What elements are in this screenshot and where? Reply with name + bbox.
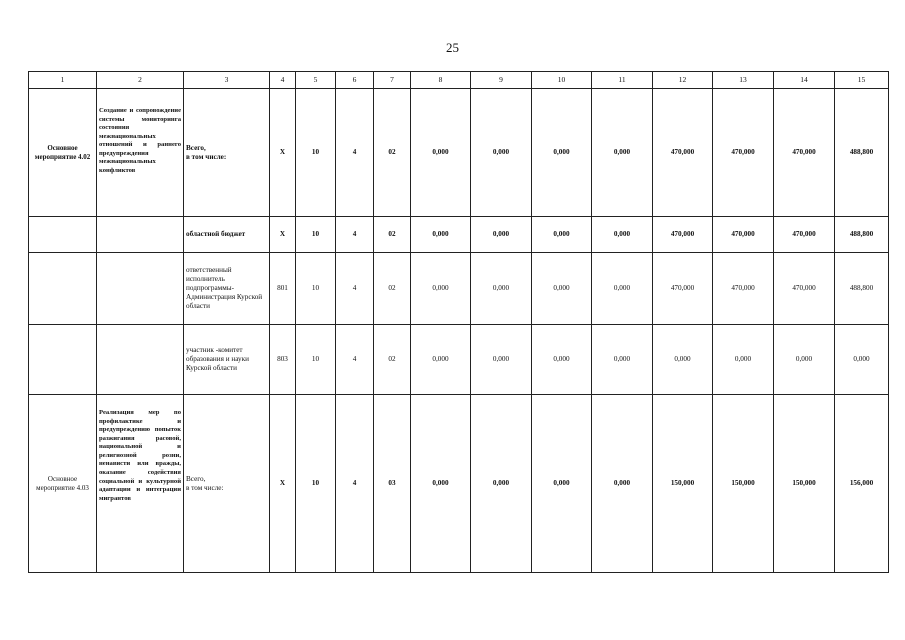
funding-source: областной бюджет [184,217,270,253]
cell-value: 470,000 [653,217,713,253]
cell-value: 03 [374,395,411,573]
cell-value: 02 [374,217,411,253]
cell-value: 470,000 [653,253,713,325]
cell-value: 0,000 [835,325,889,395]
cell-value: 0,000 [532,89,592,217]
cell-value: 0,000 [411,253,471,325]
cell-value: 02 [374,253,411,325]
cell-value: 150,000 [713,395,774,573]
activity-description: Реализация мер по профилактике и предупреждению попыток разжигания расовой, национальной и религиозной розни, ненависти или вражды, оказание содействия социальной и культурной адаптации и интеграции мигрантов [97,395,184,573]
col-header: 11 [592,72,653,89]
activity-description [97,253,184,325]
activity-description [97,217,184,253]
table-row [29,89,889,217]
cell-value: 470,000 [774,253,835,325]
col-header: 14 [774,72,835,89]
activity-description [97,325,184,395]
cell-value: 150,000 [653,395,713,573]
cell-value: 4 [336,89,374,217]
cell-value: 02 [374,325,411,395]
funding-source: Всего, в том числе: [184,395,270,573]
table-row [29,217,889,253]
col-header: 6 [336,72,374,89]
col-header: 4 [270,72,296,89]
col-header: 10 [532,72,592,89]
cell-value: 150,000 [774,395,835,573]
cell-value: 470,000 [713,217,774,253]
cell-value: 10 [296,217,336,253]
cell-value: 0,000 [532,253,592,325]
table-row [29,253,889,325]
cell-value: 4 [336,253,374,325]
header-row [29,72,889,89]
cell-value: 10 [296,89,336,217]
cell-value: 4 [336,325,374,395]
cell-value: 0,000 [411,89,471,217]
activity-name [29,253,97,325]
cell-value: 470,000 [653,89,713,217]
cell-value: 4 [336,217,374,253]
col-header: 1 [29,72,97,89]
cell-value: 488,800 [835,253,889,325]
funding-source: Всего, в том числе: [184,89,270,217]
col-header: 9 [471,72,532,89]
cell-value: 0,000 [411,325,471,395]
cell-value: 10 [296,253,336,325]
col-header: 8 [411,72,471,89]
cell-value: 470,000 [774,217,835,253]
activity-name [29,217,97,253]
cell-value: 0,000 [592,395,653,573]
cell-value: 0,000 [592,89,653,217]
activity-name: Основное мероприятие 4.03 [29,395,97,573]
cell-value: X [270,217,296,253]
cell-value: 488,800 [835,89,889,217]
cell-value: 10 [296,395,336,573]
funding-source: ответственный исполнитель подпрограммы-Администрация Курской области [184,253,270,325]
activity-name [29,325,97,395]
cell-value: 470,000 [774,89,835,217]
cell-value: 10 [296,325,336,395]
cell-value: 0,000 [592,253,653,325]
col-header: 7 [374,72,411,89]
cell-value: 0,000 [774,325,835,395]
col-header: 5 [296,72,336,89]
col-header: 2 [97,72,184,89]
cell-value: X [270,395,296,573]
cell-value: 0,000 [592,325,653,395]
cell-value: 0,000 [471,253,532,325]
cell-value: 0,000 [532,395,592,573]
page-number: 25 [446,40,459,55]
cell-value: 0,000 [532,217,592,253]
cell-value: 470,000 [713,253,774,325]
col-header: 12 [653,72,713,89]
cell-value: 0,000 [471,217,532,253]
table-row [29,395,889,573]
cell-value: 4 [336,395,374,573]
cell-value: 488,800 [835,217,889,253]
activity-name: Основное мероприятие 4.02 [29,89,97,217]
col-header: 15 [835,72,889,89]
cell-value: 02 [374,89,411,217]
cell-value: 0,000 [411,395,471,573]
cell-value: 803 [270,325,296,395]
cell-value: 0,000 [532,325,592,395]
col-header: 13 [713,72,774,89]
funding-source: участник -комитет образования и науки Курской области [184,325,270,395]
activity-description: Создание и сопровождение системы мониторинга состояния межнациональных отношений и раннего предупреждения межнациональных конфликтов [97,89,184,217]
cell-value: 0,000 [471,89,532,217]
cell-value: 0,000 [592,217,653,253]
cell-value: 0,000 [713,325,774,395]
cell-value: 0,000 [653,325,713,395]
cell-value: 0,000 [411,217,471,253]
cell-value: 0,000 [471,395,532,573]
cell-value: 0,000 [471,325,532,395]
table-row [29,325,889,395]
budget-table [28,71,889,573]
cell-value: X [270,89,296,217]
cell-value: 156,000 [835,395,889,573]
cell-value: 801 [270,253,296,325]
col-header: 3 [184,72,270,89]
cell-value: 470,000 [713,89,774,217]
